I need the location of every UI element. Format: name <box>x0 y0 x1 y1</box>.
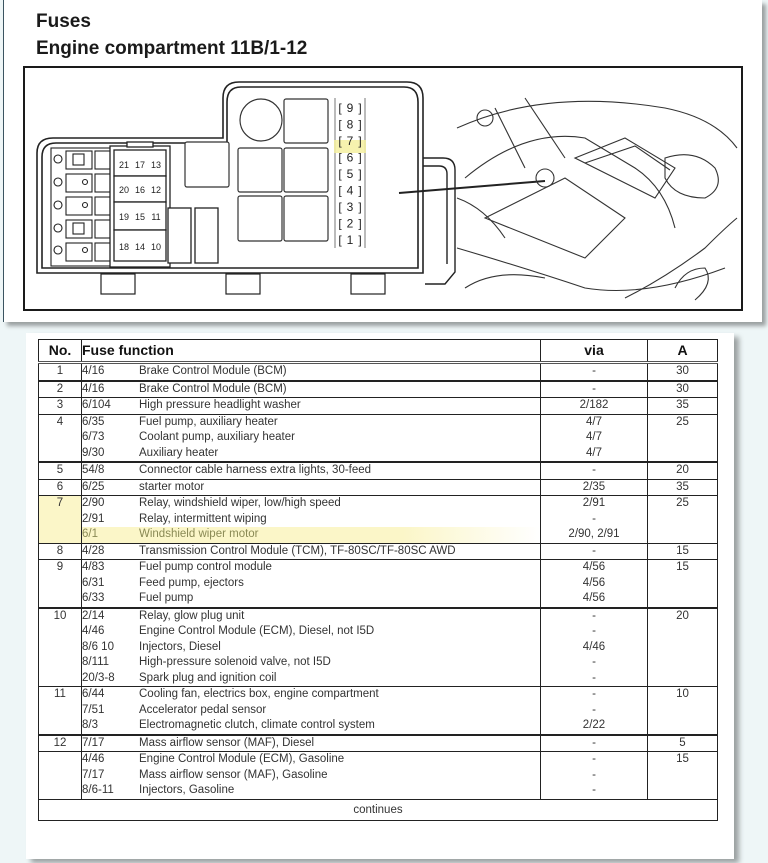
relay-number: 15 <box>134 212 146 222</box>
amperage-cell <box>648 752 718 800</box>
table-row <box>39 735 718 752</box>
function-line <box>82 544 540 560</box>
component-code: 7/17 <box>82 768 105 781</box>
amperage-cell <box>648 560 718 608</box>
function-line <box>82 430 540 446</box>
fuse-function-cell <box>82 752 541 800</box>
relay-number: 19 <box>118 212 130 222</box>
fuse-bracket: ] <box>358 233 362 247</box>
via-cell <box>541 543 648 560</box>
fuse-slot-label: 1 <box>346 233 354 247</box>
via-cell <box>541 752 648 800</box>
component-code: 4/83 <box>82 561 105 573</box>
fuse-slot-label: 5 <box>346 167 354 181</box>
continues-note: continues <box>39 799 718 820</box>
via-value: - <box>592 703 596 716</box>
via-cell <box>541 496 648 544</box>
via-value: - <box>592 609 596 622</box>
component-description: Windshield wiper motor <box>139 528 259 540</box>
amperage-cell <box>648 496 718 544</box>
via-cell <box>541 735 648 752</box>
relay-number: 16 <box>134 185 146 195</box>
fuse-bracket: [ <box>338 233 342 247</box>
function-line <box>82 364 540 380</box>
component-code: 7/17 <box>82 736 105 749</box>
relay-number: 18 <box>118 242 130 252</box>
via-cell <box>541 560 648 608</box>
component-code: 6/44 <box>82 688 105 700</box>
fuse-bracket: ] <box>358 150 362 165</box>
fuse-number <box>39 752 82 800</box>
fuse-bracket: [ <box>338 200 342 214</box>
fuse-table-page <box>26 333 734 859</box>
amperage-value: 5 <box>679 736 686 749</box>
component-code: 6/1 <box>82 528 98 540</box>
function-line <box>82 655 540 671</box>
component-code: 54/8 <box>82 464 105 476</box>
fuse-number: 10 <box>39 608 82 687</box>
component-description: Fuel pump <box>139 592 194 604</box>
via-value: 4/7 <box>586 431 602 443</box>
component-description: Engine Control Module (ECM), Diesel, not I5D <box>139 625 375 637</box>
relay-number: 13 <box>150 160 162 170</box>
fuse-number: 4 <box>39 414 82 462</box>
via-value: 4/46 <box>582 640 606 653</box>
via-value: 2/22 <box>582 719 606 731</box>
component-code: 4/16 <box>82 382 105 395</box>
via-value: 2/35 <box>582 480 606 493</box>
component-description: Injectors, Gasoline <box>139 784 235 796</box>
fuse-function-cell <box>82 363 541 381</box>
column-header-no: No. <box>39 340 82 363</box>
fuse-number: 2 <box>39 381 82 398</box>
amperage-value: 25 <box>676 415 689 428</box>
fuse-bracket: [ <box>338 117 342 132</box>
table-row <box>39 462 718 479</box>
component-description: Auxiliary heater <box>139 446 219 459</box>
function-line <box>82 415 540 431</box>
fuse-box-drawing <box>25 68 741 309</box>
via-value: - <box>592 753 596 765</box>
component-code: 6/35 <box>82 415 105 428</box>
table-row <box>39 381 718 398</box>
via-value: - <box>592 464 596 476</box>
fuse-table-body <box>39 363 718 800</box>
fuse-box-diagram <box>23 66 743 311</box>
via-value: - <box>592 656 596 668</box>
fuse-number: 6 <box>39 479 82 496</box>
amperage-value: 10 <box>676 688 689 700</box>
amperage-cell <box>648 398 718 415</box>
relay-number: 14 <box>134 242 146 252</box>
fuse-bracket: ] <box>358 167 362 181</box>
amperage-cell <box>648 381 718 398</box>
fuse-slot-label: 3 <box>346 200 354 214</box>
fuse-bracket: [ <box>338 101 342 115</box>
component-code: 4/16 <box>82 365 105 377</box>
via-cell <box>541 687 648 735</box>
amperage-value: 25 <box>676 497 689 509</box>
amperage-cell <box>648 735 718 752</box>
component-description: Mass airflow sensor (MAF), Diesel <box>139 736 315 749</box>
amperage-cell <box>648 687 718 735</box>
component-code: 8/3 <box>82 719 98 731</box>
fuse-function-cell <box>82 543 541 560</box>
relay-number: 20 <box>118 185 130 195</box>
component-code: 8/111 <box>82 656 110 668</box>
table-row <box>39 496 718 544</box>
amperage-value: 30 <box>676 382 689 395</box>
via-cell <box>541 398 648 415</box>
function-line <box>82 609 540 625</box>
function-line <box>82 703 540 719</box>
function-line <box>82 736 540 752</box>
component-description: Spark plug and ignition coil <box>139 671 277 684</box>
fuse-number: 12 <box>39 735 82 752</box>
component-description: starter motor <box>139 480 205 493</box>
component-description: Feed pump, ejectors <box>139 576 244 589</box>
via-value: - <box>592 688 596 700</box>
function-line <box>82 398 540 414</box>
via-cell <box>541 608 648 687</box>
amperage-cell <box>648 414 718 462</box>
component-description: Cooling fan, electrics box, engine compartment <box>139 688 379 700</box>
fuse-bracket: ] <box>358 134 362 148</box>
column-header-amps: A <box>648 340 718 363</box>
component-description: Connector cable harness extra lights, 30-feed <box>139 464 372 476</box>
via-value: 2/90, 2/91 <box>568 528 620 540</box>
component-description: Coolant pump, auxiliary heater <box>139 431 295 443</box>
fuse-bracket: ] <box>358 117 362 132</box>
function-line <box>82 687 540 703</box>
component-description: Brake Control Module (BCM) <box>139 382 287 395</box>
table-header-row <box>39 340 718 363</box>
fuse-number: 1 <box>39 363 82 381</box>
fuse-bracket: [ <box>338 167 342 181</box>
function-line <box>82 671 540 687</box>
component-code: 9/30 <box>82 446 105 459</box>
function-line <box>82 463 540 479</box>
function-line <box>82 576 540 592</box>
amperage-value: 30 <box>676 365 689 377</box>
function-line <box>82 624 540 640</box>
function-line <box>82 527 540 543</box>
fuse-bracket: [ <box>338 183 342 198</box>
fuse-function-cell <box>82 414 541 462</box>
via-value: 4/56 <box>582 592 606 604</box>
component-description: Injectors, Diesel <box>139 640 221 653</box>
via-value: - <box>592 512 596 525</box>
table-row <box>39 479 718 496</box>
fuse-slot-label: 7 <box>346 134 354 148</box>
amperage-value: 20 <box>676 464 689 476</box>
fuse-table <box>38 339 718 821</box>
component-description: Relay, windshield wiper, low/high speed <box>139 497 341 509</box>
fuse-function-cell <box>82 687 541 735</box>
fuse-function-cell <box>82 381 541 398</box>
relay-number: 12 <box>150 185 162 195</box>
fuse-bracket: [ <box>338 134 342 148</box>
table-footer-row <box>39 799 718 820</box>
component-code: 6/73 <box>82 431 105 443</box>
function-line <box>82 382 540 398</box>
table-row <box>39 687 718 735</box>
relay-number: 17 <box>134 160 146 170</box>
column-header-via: via <box>541 340 648 363</box>
fuse-function-cell <box>82 496 541 544</box>
via-cell <box>541 363 648 381</box>
fuse-number: 3 <box>39 398 82 415</box>
table-row <box>39 560 718 608</box>
function-line <box>82 496 540 512</box>
housing-edge <box>399 158 545 284</box>
component-code: 4/46 <box>82 753 105 765</box>
via-cell <box>541 462 648 479</box>
table-row <box>39 363 718 381</box>
component-code: 4/28 <box>82 544 105 557</box>
fuse-box-feet <box>101 274 385 294</box>
function-line <box>82 768 540 784</box>
amperage-value: 35 <box>676 399 689 411</box>
fuse-slot-label: 2 <box>346 216 354 231</box>
table-row <box>39 398 718 415</box>
component-code: 2/14 <box>82 609 105 622</box>
via-value: 4/7 <box>586 415 602 428</box>
fuse-slot-label: 9 <box>346 101 354 115</box>
component-code: 8/6 10 <box>82 640 114 653</box>
component-description: Brake Control Module (BCM) <box>139 365 287 377</box>
table-row <box>39 414 718 462</box>
fuse-number: 5 <box>39 462 82 479</box>
relay-number: 11 <box>151 212 161 222</box>
page-title: Fuses <box>36 11 91 32</box>
amperage-cell <box>648 608 718 687</box>
fuse-function-cell <box>82 560 541 608</box>
component-description: Engine Control Module (ECM), Gasoline <box>139 753 345 765</box>
fuse-labels <box>338 101 361 247</box>
fuse-bracket: ] <box>358 200 362 214</box>
function-line <box>82 512 540 528</box>
amperage-value: 35 <box>676 480 689 493</box>
via-value: - <box>592 382 596 395</box>
table-row <box>39 752 718 800</box>
via-value: 4/56 <box>582 561 606 573</box>
component-code: 6/104 <box>82 399 111 411</box>
fuse-slot-label: 8 <box>346 117 354 132</box>
function-line <box>82 783 540 799</box>
component-code: 20/3-8 <box>82 671 115 684</box>
component-description: Accelerator pedal sensor <box>139 703 267 716</box>
component-description: Mass airflow sensor (MAF), Gasoline <box>139 768 328 781</box>
amperage-value: 15 <box>676 561 689 573</box>
amperage-value: 15 <box>676 753 689 765</box>
amperage-cell <box>648 479 718 496</box>
fuse-slot-label: 4 <box>346 183 354 198</box>
component-code: 7/51 <box>82 703 105 716</box>
column-header-function: Fuse function <box>82 340 541 363</box>
amperage-value: 20 <box>676 609 689 622</box>
fuse-number: 11 <box>39 687 82 735</box>
via-cell <box>541 479 648 496</box>
table-row <box>39 608 718 687</box>
component-description: High-pressure solenoid valve, not I5D <box>139 656 331 668</box>
component-description: Relay, intermittent wiping <box>139 512 267 525</box>
component-code: 6/25 <box>82 480 105 493</box>
component-description: High pressure headlight washer <box>139 399 301 411</box>
amperage-cell <box>648 543 718 560</box>
via-cell <box>541 414 648 462</box>
amperage-cell <box>648 363 718 381</box>
amperage-value: 15 <box>676 544 689 557</box>
via-value: 2/182 <box>579 399 609 411</box>
fuse-function-cell <box>82 735 541 752</box>
engine-illustration <box>457 98 737 300</box>
component-description: Fuel pump, auxiliary heater <box>139 415 278 428</box>
via-value: - <box>592 625 596 637</box>
component-code: 2/91 <box>82 512 105 525</box>
component-code: 6/33 <box>82 592 105 604</box>
function-line <box>82 480 540 496</box>
function-line <box>82 591 540 607</box>
amperage-cell <box>648 462 718 479</box>
via-value: - <box>592 736 596 749</box>
fuse-bracket: ] <box>358 216 362 231</box>
fuse-function-cell <box>82 479 541 496</box>
via-value: 2/91 <box>582 497 606 509</box>
relay-number: 21 <box>118 160 130 170</box>
component-description: Transmission Control Module (TCM), TF-80SC/TF-80SC AWD <box>139 544 456 557</box>
via-value: - <box>592 365 596 377</box>
via-value: - <box>592 784 596 796</box>
via-value: 4/56 <box>582 576 606 589</box>
function-line <box>82 752 540 768</box>
via-cell <box>541 381 648 398</box>
fuse-function-cell <box>82 608 541 687</box>
fuse-bracket: [ <box>338 216 342 231</box>
component-code: 2/90 <box>82 497 105 509</box>
component-description: Electromagnetic clutch, climate control system <box>139 719 375 731</box>
component-description: Fuel pump control module <box>139 561 272 573</box>
table-row <box>39 543 718 560</box>
component-code: 8/6-11 <box>82 784 114 796</box>
component-code: 4/46 <box>82 625 105 637</box>
component-description: Relay, glow plug unit <box>139 609 245 622</box>
fuse-bracket: ] <box>358 183 362 198</box>
function-line <box>82 560 540 576</box>
via-value: 4/7 <box>586 446 602 459</box>
fuse-function-cell <box>82 462 541 479</box>
function-line <box>82 446 540 462</box>
page-subtitle: Engine compartment 11B/1-12 <box>36 38 308 59</box>
via-value: - <box>592 671 596 684</box>
function-line <box>82 718 540 734</box>
function-line <box>82 640 540 656</box>
via-value: - <box>592 544 596 557</box>
fuse-bracket: ] <box>358 101 362 115</box>
fuse-number: 7 <box>39 496 82 544</box>
diagram-page <box>3 0 762 322</box>
fuse-slot-label: 6 <box>346 150 354 165</box>
fuse-function-cell <box>82 398 541 415</box>
via-value: - <box>592 768 596 781</box>
fuse-number: 9 <box>39 560 82 608</box>
fuse-bracket: [ <box>338 150 342 165</box>
relay-number: 10 <box>150 242 162 252</box>
fuse-number: 8 <box>39 543 82 560</box>
component-code: 6/31 <box>82 576 105 589</box>
